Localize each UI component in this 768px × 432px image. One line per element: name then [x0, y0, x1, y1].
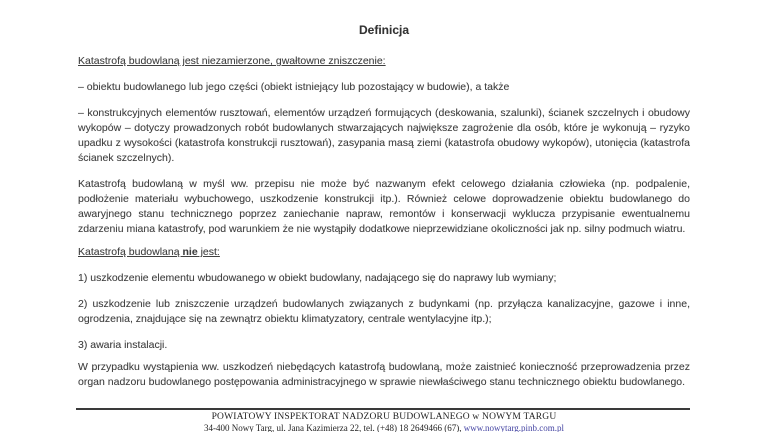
footer-divider	[76, 408, 690, 410]
footer-organization: POWIATOWY INSPEKTORAT NADZORU BUDOWLANEGO w NOWYM TARGU	[211, 412, 557, 422]
document-footer	[0, 411, 768, 432]
not-item-3: 3) awaria instalacji.	[78, 339, 168, 351]
not-heading-suffix: jest:	[197, 246, 220, 258]
not-heading-prefix: Katastrofą budowlaną	[78, 246, 183, 258]
page-title: Definicja	[358, 23, 409, 37]
footer-address	[0, 423, 768, 432]
intro-heading: Katastrofą budowlaną jest niezamierzone, gwałtowne zniszczenie:	[78, 55, 386, 67]
bullet-scaffolding-elements: – konstrukcyjnych elementów rusztowań, elementów urządzeń formujących (deskowania, szalunki), ścianek szczelnych i obudowy wykopów – dotyczy prowadzonych robót budowlanych stwarzających największe zagrożenie dla osób, które je wykonują – ryzyko upadku z wysokości (katastrofa konstrukcji rusztowań), zasypania masą ziemi (katastrofa obudowy wykopów), utonięcia (katastrofa ścianek szczelnych).	[78, 107, 690, 164]
footer-website-link[interactable]: www.nowytarg.pinb.com.pl	[463, 423, 565, 432]
paragraph-exclusion: Katastrofą budowlaną w myśl ww. przepisu nie może być nazwanym efekt celowego działania człowieka (np. podpalenie, podłożenie materiału wybuchowego, uszkodzenie konstrukcji itp.). Również celowe doprowadzenie obiektu budowlanego do awaryjnego stanu technicznego poprzez zaniechanie napraw, remontów i konserwacji wyklucza przypisanie ewentualnemu zdarzeniu miana katastrofy, pod warunkiem że nie wystąpiły dodatkowe nieprzewidziane okoliczności jak np. silny podmuch wiatru.	[78, 178, 690, 235]
not-heading-bold: nie	[182, 246, 198, 258]
not-item-2: 2) uszkodzenie lub zniszczenie urządzeń budowlanych związanych z budynkami (np. przyłącza kanalizacyjne, gazowe i inne, ogrodzenia, znajdujące się na zewnątrz obiektu klimatyzatory, centrale wentylacyjne itp.);	[78, 298, 690, 325]
not-item-1: 1) uszkodzenie elementu wbudowanego w obiekt budowlany, nadającego się do naprawy lub wymiany;	[78, 272, 557, 284]
footer-address-text: 34-400 Nowy Targ, ul. Jana Kazimierza 22, tel. (+48) 18 2649466 (67),	[203, 423, 464, 432]
closing-paragraph: W przypadku wystąpienia ww. uszkodzeń niebędących katastrofą budowlaną, może zaistnieć konieczność przeprowadzenia przez organ nadzoru budowlanego postępowania administracyjnego w sprawie niewłaściwego stanu technicznego obiektu budowlanego.	[78, 361, 690, 388]
document-body	[78, 22, 690, 401]
not-heading	[78, 245, 690, 260]
bullet-building-object: – obiektu budowlanego lub jego części (obiekt istniejący lub pozostający w budowie), a także	[78, 81, 510, 93]
not-heading-text	[78, 246, 220, 258]
